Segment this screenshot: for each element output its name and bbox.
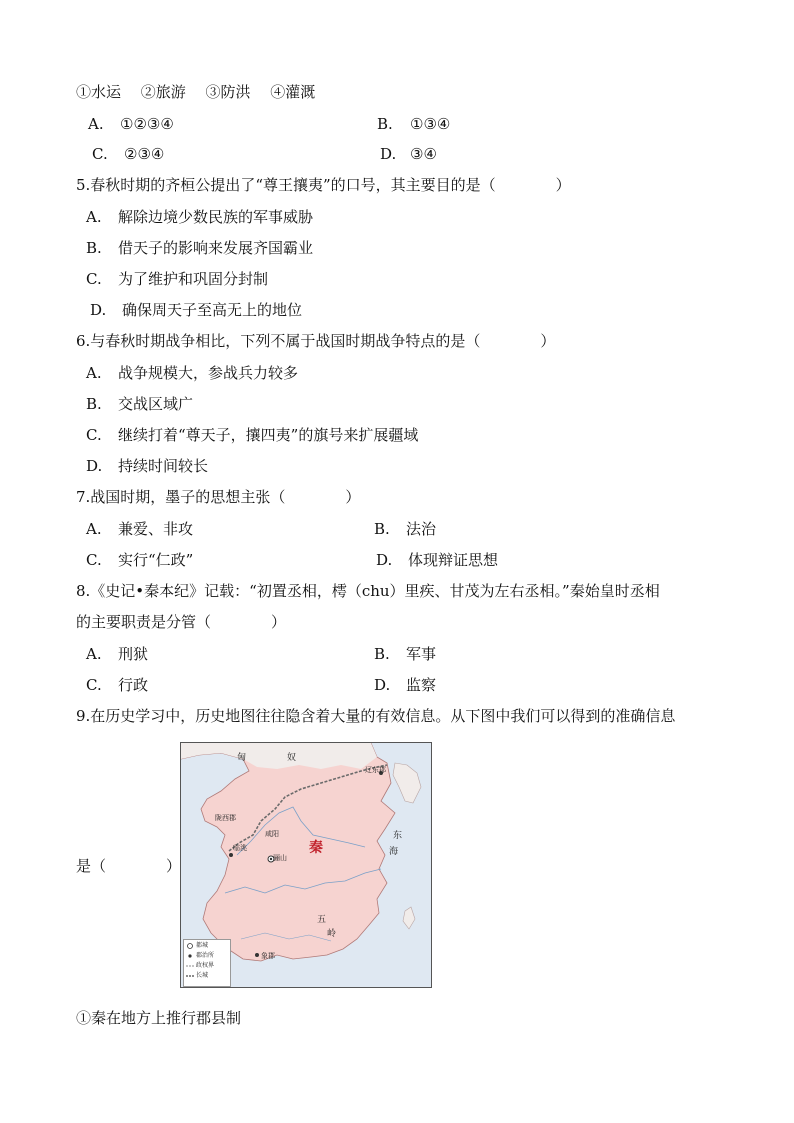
northern-land — [181, 743, 377, 769]
map-label-lishan: 骊山 — [273, 854, 287, 862]
korean-peninsula — [393, 763, 421, 803]
q7-option-d-letter: D. — [376, 551, 393, 569]
q8-stem-line2: 的主要职责是分管（ ） — [76, 613, 287, 631]
q5-option-b-letter: B. — [86, 239, 102, 257]
q4-option-c-text: ②③④ — [124, 145, 165, 163]
legend-commandery: 郡治所 — [196, 952, 215, 959]
map-label-xiangjun: 象郡 — [261, 952, 275, 960]
map-label-qin: 秦 — [309, 840, 323, 856]
map-label-xiongnu-1: 匈 — [237, 753, 247, 763]
q9-statement-1: ①秦在地方上推行郡县制 — [76, 1009, 242, 1027]
q5-option-a-text: 解除边境少数民族的军事威胁 — [118, 208, 314, 226]
q7-option-c-text: 实行“仁政” — [118, 551, 194, 569]
map-label-liaodong: 辽东郡 — [365, 766, 386, 774]
q7-stem: 7.战国时期，墨子的思想主张（ ） — [76, 488, 361, 506]
map-label-donghai-2: 海 — [389, 847, 399, 857]
q8-stem-line1: 8.《史记•秦本纪》记载：“初置丞相，樗（chu）里疾、甘茂为左右丞相。”秦始皇时丞相 — [76, 582, 660, 600]
q9-stem-line1: 9.在历史学习中，历史地图往往隐含着大量的有效信息。从下图中我们可以得到的准确信息 — [76, 707, 676, 725]
map-label-longxi: 陇西郡 — [215, 814, 236, 822]
q5-option-c-letter: C. — [86, 270, 102, 288]
longxi-commandery-marker — [229, 853, 233, 857]
q8-option-a-letter: A. — [86, 645, 102, 663]
map-label-lintao: 临洮 — [233, 844, 247, 852]
q4-option-d-letter: D. — [380, 145, 397, 163]
q4-option-c-letter: C. — [92, 145, 108, 163]
q6-option-d-text: 持续时间较长 — [118, 457, 209, 475]
q7-option-b-letter: B. — [374, 520, 390, 538]
q6-option-c-text: 继续打着“尊天子，攘四夷”的旗号来扩展疆域 — [118, 426, 419, 444]
xiangjun-commandery-marker — [255, 953, 259, 957]
q4-option-d-text: ③④ — [410, 145, 437, 163]
legend-great-wall: 长城 — [196, 972, 209, 979]
q6-stem: 6.与春秋时期战争相比，下列不属于战国时期战争特点的是（ ） — [76, 332, 556, 350]
q8-option-d-text: 监察 — [406, 676, 437, 694]
map-label-xiongnu-2: 奴 — [287, 753, 297, 763]
q7-option-d-text: 体现辩证思想 — [408, 551, 499, 569]
taiwan-island — [403, 907, 415, 929]
q8-option-b-letter: B. — [374, 645, 390, 663]
qin-territory — [181, 743, 395, 961]
q8-option-c-text: 行政 — [118, 676, 149, 694]
map-label-donghai-1: 东 — [393, 831, 403, 841]
qin-dynasty-map — [180, 742, 432, 988]
q7-option-a-letter: A. — [86, 520, 102, 538]
q5-option-b-text: 借天子的影响来发展齐国霸业 — [118, 239, 314, 257]
q5-option-a-letter: A. — [86, 208, 102, 226]
q6-option-b-text: 交战区域广 — [118, 395, 194, 413]
q6-option-d-letter: D. — [86, 457, 103, 475]
q4-option-b-letter: B. — [377, 115, 393, 133]
q9-stem-line2: 是（ ） — [76, 857, 182, 875]
q4-items: ①水运 ②旅游 ③防洪 ④灌溉 — [76, 83, 316, 101]
q6-option-a-letter: A. — [86, 364, 102, 382]
q7-option-b-text: 法治 — [406, 520, 437, 538]
map-legend — [183, 939, 231, 987]
q6-option-a-text: 战争规模大，参战兵力较多 — [118, 364, 299, 382]
map-label-wuling-2: 岭 — [327, 929, 337, 939]
legend-symbols — [185, 941, 195, 985]
q5-option-c-text: 为了维护和巩固分封制 — [118, 270, 269, 288]
q4-option-b-text: ①③④ — [410, 115, 451, 133]
legend-boundary: 政权界 — [196, 962, 215, 969]
q4-option-a-text: ①②③④ — [120, 115, 174, 133]
q7-option-c-letter: C. — [86, 551, 102, 569]
q6-option-c-letter: C. — [86, 426, 102, 444]
q6-option-b-letter: B. — [86, 395, 102, 413]
q5-option-d-text: 确保周天子至高无上的地位 — [122, 301, 303, 319]
q8-option-b-text: 军事 — [406, 645, 437, 663]
q7-option-a-text: 兼爱、非攻 — [118, 520, 194, 538]
q5-stem: 5.春秋时期的齐桓公提出了“尊王攘夷”的口号，其主要目的是（ ） — [76, 176, 571, 194]
q8-option-d-letter: D. — [374, 676, 391, 694]
map-label-wuling-1: 五 — [317, 915, 327, 925]
q8-option-a-text: 刑狱 — [118, 645, 149, 663]
q4-option-a-letter: A. — [88, 115, 104, 133]
q8-option-c-letter: C. — [86, 676, 102, 694]
map-label-xianyang: 咸阳 — [265, 830, 279, 838]
legend-capital: 都城 — [196, 942, 209, 949]
q5-option-d-letter: D. — [90, 301, 107, 319]
